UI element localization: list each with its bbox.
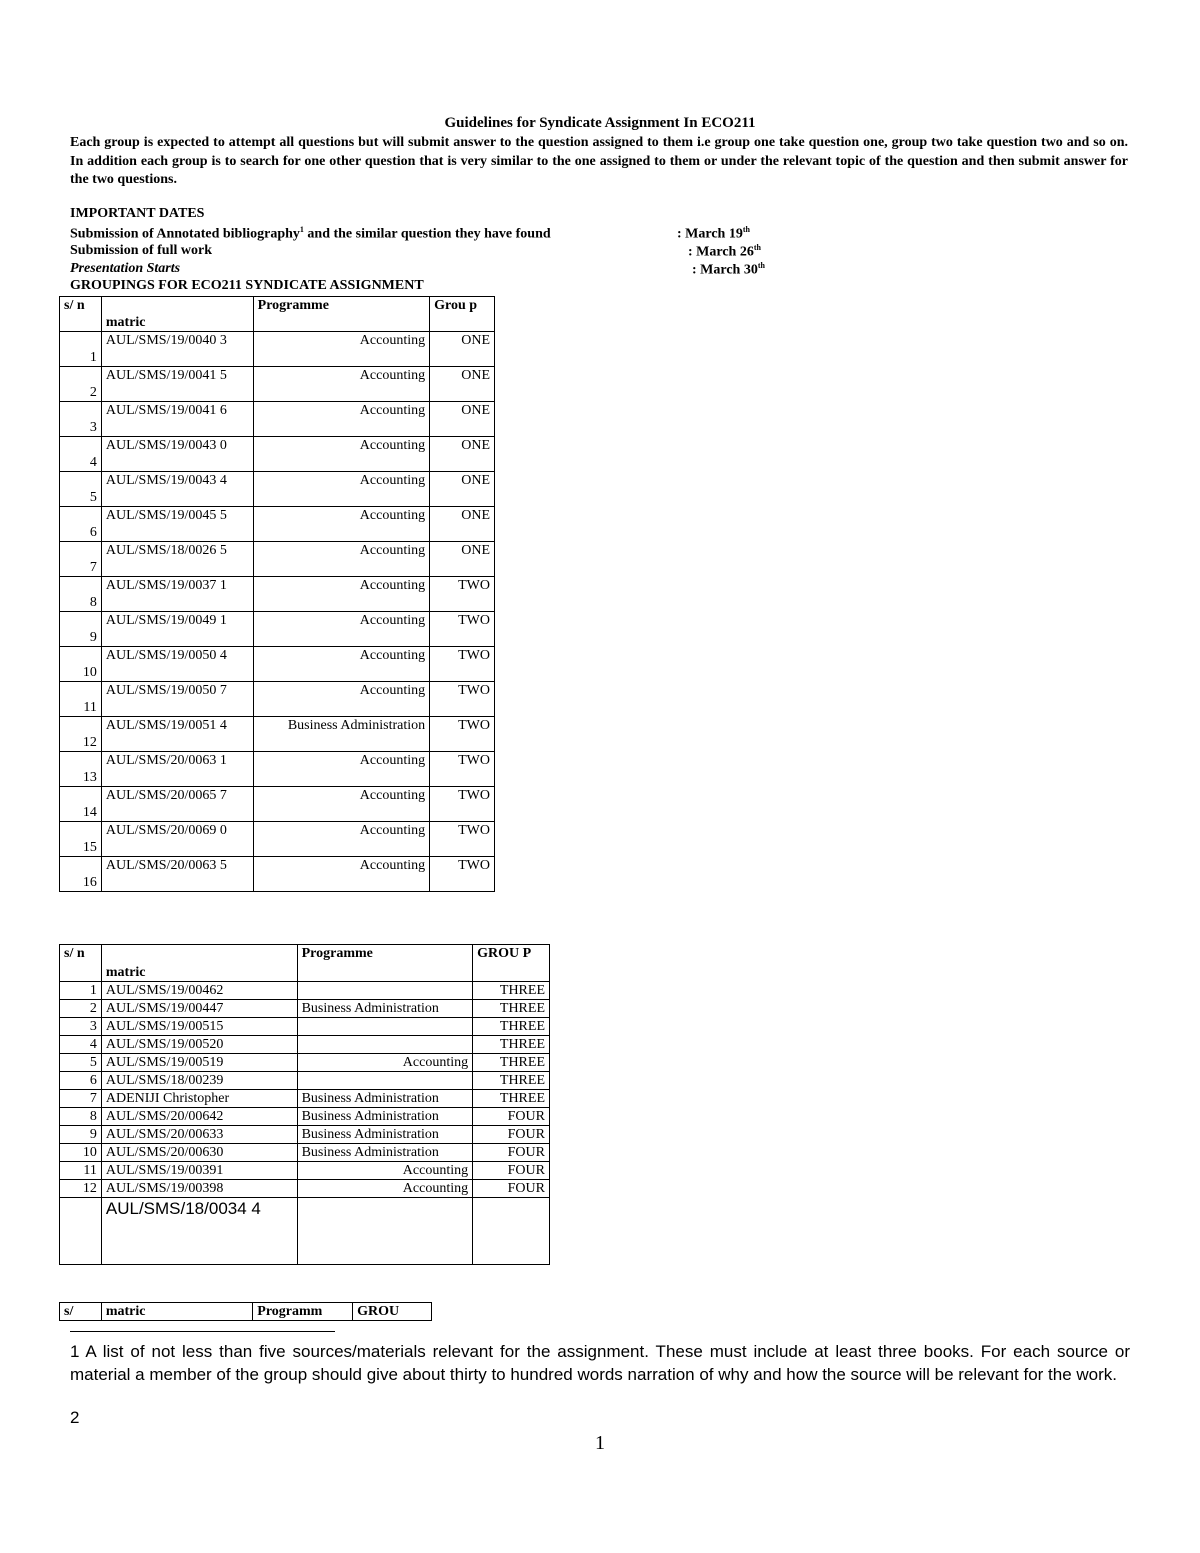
document-title: Guidelines for Syndicate Assignment In ECO211 (444, 115, 756, 131)
table-row (60, 1198, 550, 1265)
cell-programme: Accounting (253, 367, 429, 402)
cell-sn: 5 (60, 1054, 102, 1072)
cell-group: TWO (430, 857, 495, 892)
cell-sn: 4 (60, 1036, 102, 1054)
header-group: GROU P (473, 945, 550, 982)
cell-sn (60, 1198, 102, 1265)
cell-sn: 7 (60, 1090, 102, 1108)
cell-group: THREE (473, 1090, 550, 1108)
cell-sn: 3 (60, 402, 102, 437)
table-row (60, 402, 495, 437)
cell-group: FOUR (473, 1126, 550, 1144)
cell-programme: Accounting (253, 507, 429, 542)
table-row (60, 542, 495, 577)
table-row (60, 1180, 550, 1198)
table-row (60, 682, 495, 717)
cell-group: TWO (430, 717, 495, 752)
cell-matric: AUL/SMS/19/0037 1 (101, 577, 253, 612)
cell-sn: 6 (60, 507, 102, 542)
cell-programme (297, 1072, 473, 1090)
cell-matric: AUL/SMS/19/00391 (101, 1162, 297, 1180)
cell-sn: 1 (60, 332, 102, 367)
cell-programme: Business Administration (297, 1108, 473, 1126)
cell-matric: AUL/SMS/20/00633 (101, 1126, 297, 1144)
cell-group: ONE (430, 507, 495, 542)
table-row (60, 1054, 550, 1072)
date-label: Submission of Annotated bibliography$^1$ and the similar question they have found (70, 225, 551, 242)
cell-matric: ADENIJI Christopher (101, 1090, 297, 1108)
footnote-1: 1 A list of not less than five sources/materials relevant for the assignment. These must include at least three books. For each source or material a member of the group should give about thirty to hundred words narration of why and how the source will be relevant for the work. (70, 1342, 1130, 1384)
cell-programme: Accounting (253, 857, 429, 892)
cell-sn: 13 (60, 752, 102, 787)
table-row (60, 717, 495, 752)
cell-group: ONE (430, 332, 495, 367)
header-matric: matric (101, 297, 253, 332)
header-matric: matric (101, 945, 297, 982)
cell-group: TWO (430, 647, 495, 682)
cell-sn: 3 (60, 1018, 102, 1036)
cell-group: ONE (430, 472, 495, 507)
cell-sn: 11 (60, 1162, 102, 1180)
cell-matric: AUL/SMS/18/00239 (101, 1072, 297, 1090)
groupings-table-3 (59, 1302, 432, 1321)
cell-matric: AUL/SMS/19/00462 (101, 982, 297, 1000)
cell-group: THREE (473, 1036, 550, 1054)
footnote-2: 2 (70, 1408, 80, 1427)
table-row (60, 437, 495, 472)
cell-programme: Accounting (297, 1162, 473, 1180)
cell-matric: AUL/SMS/19/00520 (101, 1036, 297, 1054)
cell-sn: 11 (60, 682, 102, 717)
cell-group: ONE (430, 367, 495, 402)
date-row-bibliography (70, 225, 790, 243)
page-number: 1 (595, 1432, 605, 1454)
cell-programme (297, 1018, 473, 1036)
table-row (60, 1036, 550, 1054)
header-programme: Programme (253, 297, 429, 332)
cell-programme: Accounting (253, 752, 429, 787)
table-row (60, 1018, 550, 1036)
important-dates-heading: IMPORTANT DATES (70, 206, 205, 221)
cell-programme: Business Administration (297, 1000, 473, 1018)
table-row (60, 857, 495, 892)
groupings-table-1 (59, 296, 495, 892)
cell-matric: AUL/SMS/18/0034 4 (101, 1198, 297, 1265)
cell-matric: AUL/SMS/19/0051 4 (101, 717, 253, 752)
footnote-separator (70, 1331, 335, 1332)
cell-sn: 16 (60, 857, 102, 892)
header-group: GROU (353, 1303, 432, 1321)
header-programme: Programm (253, 1303, 353, 1321)
cell-sn: 8 (60, 577, 102, 612)
table-row (60, 1090, 550, 1108)
date-value: : March 19th (677, 225, 750, 242)
cell-programme: Accounting (297, 1054, 473, 1072)
cell-matric: AUL/SMS/19/0043 4 (101, 472, 253, 507)
header-programme: Programme (297, 945, 473, 982)
header-sn: s/ n (60, 945, 102, 982)
cell-programme: Accounting (253, 577, 429, 612)
cell-programme: Accounting (253, 647, 429, 682)
cell-sn: 2 (60, 1000, 102, 1018)
cell-programme: Accounting (253, 332, 429, 367)
cell-sn: 14 (60, 787, 102, 822)
table-row (60, 1000, 550, 1018)
table-header-row (60, 1303, 432, 1321)
table-header-row (60, 945, 550, 982)
cell-programme: Accounting (253, 612, 429, 647)
cell-group: FOUR (473, 1162, 550, 1180)
cell-group: TWO (430, 682, 495, 717)
table-header-row (60, 297, 495, 332)
cell-group: ONE (430, 437, 495, 472)
cell-matric: AUL/SMS/19/0045 5 (101, 507, 253, 542)
cell-group: ONE (430, 542, 495, 577)
cell-programme: Business Administration (297, 1126, 473, 1144)
cell-matric: AUL/SMS/19/00398 (101, 1180, 297, 1198)
groupings-heading: GROUPINGS FOR ECO211 SYNDICATE ASSIGNMENT (70, 278, 424, 293)
table-row (60, 367, 495, 402)
cell-group: THREE (473, 1054, 550, 1072)
table-row (60, 332, 495, 367)
cell-sn: 9 (60, 1126, 102, 1144)
cell-sn: 12 (60, 1180, 102, 1198)
table-row (60, 1126, 550, 1144)
cell-matric: AUL/SMS/19/00447 (101, 1000, 297, 1018)
cell-programme (297, 1036, 473, 1054)
table-row (60, 822, 495, 857)
cell-group: ONE (430, 402, 495, 437)
cell-group: THREE (473, 982, 550, 1000)
table-row (60, 612, 495, 647)
cell-sn: 6 (60, 1072, 102, 1090)
table-row (60, 752, 495, 787)
table-row (60, 472, 495, 507)
cell-sn: 9 (60, 612, 102, 647)
cell-matric: AUL/SMS/18/0026 5 (101, 542, 253, 577)
cell-matric: AUL/SMS/20/0063 1 (101, 752, 253, 787)
cell-sn: 10 (60, 1144, 102, 1162)
table-row (60, 1108, 550, 1126)
cell-sn: 15 (60, 822, 102, 857)
cell-sn: 10 (60, 647, 102, 682)
cell-programme: Business Administration (253, 717, 429, 752)
table-row (60, 1162, 550, 1180)
cell-group: FOUR (473, 1180, 550, 1198)
cell-programme: Accounting (253, 787, 429, 822)
header-sn: s/ (60, 1303, 102, 1321)
cell-programme (297, 982, 473, 1000)
cell-programme (297, 1198, 473, 1265)
cell-matric: AUL/SMS/19/00519 (101, 1054, 297, 1072)
table-row (60, 1072, 550, 1090)
cell-group: THREE (473, 1018, 550, 1036)
table-row (60, 982, 550, 1000)
cell-matric: AUL/SMS/20/00630 (101, 1144, 297, 1162)
cell-sn: 8 (60, 1108, 102, 1126)
cell-matric: AUL/SMS/19/0043 0 (101, 437, 253, 472)
table-row (60, 787, 495, 822)
cell-group (473, 1198, 550, 1265)
cell-group: TWO (430, 752, 495, 787)
cell-matric: AUL/SMS/20/0065 7 (101, 787, 253, 822)
table-row (60, 507, 495, 542)
cell-matric: AUL/SMS/19/0040 3 (101, 332, 253, 367)
header-sn: s/ n (60, 297, 102, 332)
cell-programme: Business Administration (297, 1144, 473, 1162)
table-row (60, 1144, 550, 1162)
cell-sn: 4 (60, 437, 102, 472)
table-row (60, 647, 495, 682)
cell-matric: AUL/SMS/19/00515 (101, 1018, 297, 1036)
header-matric: matric (101, 1303, 252, 1321)
groupings-table-2 (59, 944, 550, 1265)
cell-group: FOUR (473, 1144, 550, 1162)
cell-group: FOUR (473, 1108, 550, 1126)
cell-programme: Accounting (253, 437, 429, 472)
cell-group: THREE (473, 1072, 550, 1090)
cell-matric: AUL/SMS/19/0050 7 (101, 682, 253, 717)
cell-programme: Accounting (253, 682, 429, 717)
date-label: Presentation Starts (70, 261, 181, 276)
cell-programme: Accounting (253, 822, 429, 857)
intro-paragraph: Each group is expected to attempt all questions but will submit answer to the question assigned to them i.e group one take question one, group two take question two and so on. In addition each group is to search for one other question that is very similar to the one assigned to them or under the relevant topic of the question and then submit answer for the two questions. (70, 135, 1128, 187)
cell-sn: 7 (60, 542, 102, 577)
cell-group: TWO (430, 822, 495, 857)
cell-matric: AUL/SMS/20/0063 5 (101, 857, 253, 892)
cell-group: TWO (430, 577, 495, 612)
cell-matric: AUL/SMS/20/0069 0 (101, 822, 253, 857)
cell-matric: AUL/SMS/19/0050 4 (101, 647, 253, 682)
cell-sn: 12 (60, 717, 102, 752)
cell-group: TWO (430, 787, 495, 822)
cell-matric: AUL/SMS/19/0049 1 (101, 612, 253, 647)
cell-programme: Accounting (253, 472, 429, 507)
date-value: : March 26th (688, 243, 761, 260)
cell-sn: 2 (60, 367, 102, 402)
cell-matric: AUL/SMS/20/00642 (101, 1108, 297, 1126)
cell-matric: AUL/SMS/19/0041 6 (101, 402, 253, 437)
header-group: Grou p (430, 297, 495, 332)
cell-programme: Business Administration (297, 1090, 473, 1108)
date-value: : March 30th (692, 261, 765, 278)
date-label: Submission of full work (70, 243, 212, 258)
cell-group: TWO (430, 612, 495, 647)
cell-programme: Accounting (297, 1180, 473, 1198)
cell-sn: 5 (60, 472, 102, 507)
cell-matric: AUL/SMS/19/0041 5 (101, 367, 253, 402)
cell-group: THREE (473, 1000, 550, 1018)
date-row-full-work (70, 243, 790, 261)
cell-programme: Accounting (253, 542, 429, 577)
cell-sn: 1 (60, 982, 102, 1000)
table-row (60, 577, 495, 612)
cell-programme: Accounting (253, 402, 429, 437)
date-row-presentation (70, 261, 790, 279)
